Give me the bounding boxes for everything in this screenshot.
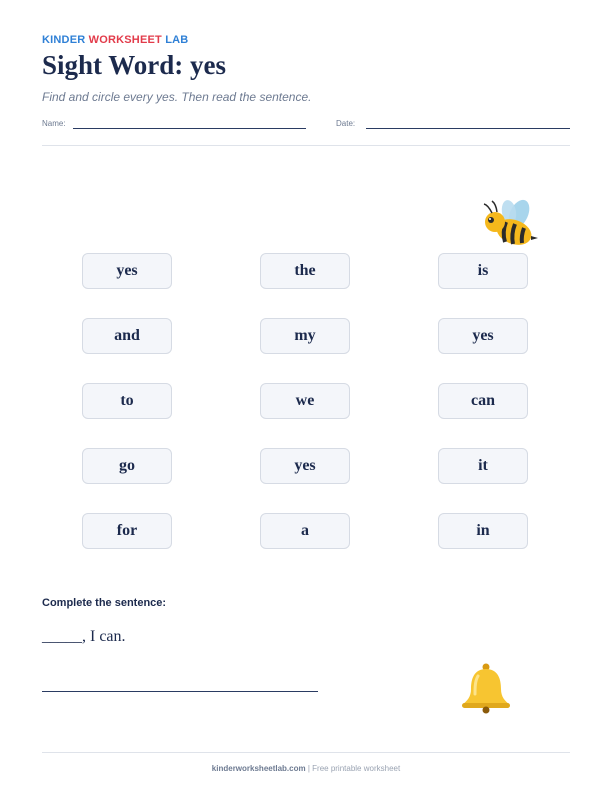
footer-tagline: Free printable worksheet: [312, 764, 401, 773]
word-tile[interactable]: my: [260, 318, 350, 354]
date-label: Date:: [336, 119, 356, 128]
date-field-line[interactable]: [366, 128, 570, 129]
brand-part-worksheet: WORKSHEET: [88, 34, 162, 46]
word-tile[interactable]: to: [82, 383, 172, 419]
word-tile[interactable]: a: [260, 513, 350, 549]
word-tile[interactable]: in: [438, 513, 528, 549]
bell-icon: [458, 662, 514, 714]
word-tile[interactable]: we: [260, 383, 350, 419]
word-tile[interactable]: and: [82, 318, 172, 354]
instructions: Find and circle every yes. Then read the sentence.: [42, 90, 312, 104]
footer-separator: |: [305, 764, 313, 773]
header-divider: [42, 145, 570, 146]
word-tile[interactable]: yes: [438, 318, 528, 354]
word-tile[interactable]: is: [438, 253, 528, 289]
word-tile[interactable]: the: [260, 253, 350, 289]
word-tile[interactable]: go: [82, 448, 172, 484]
footer-site: kinderworksheetlab.com: [211, 764, 306, 773]
complete-sentence-label: Complete the sentence:: [42, 597, 167, 609]
word-tile[interactable]: yes: [260, 448, 350, 484]
brand-logo-text: [42, 34, 188, 46]
brand-part-kinder: KINDER: [42, 34, 86, 46]
word-tile[interactable]: can: [438, 383, 528, 419]
practice-sentence: _____, I can.: [42, 628, 126, 645]
bee-icon: [478, 198, 540, 252]
footer-divider: [42, 752, 570, 753]
page-title: Sight Word: yes: [42, 50, 227, 80]
footer: [0, 764, 612, 773]
name-label: Name:: [42, 119, 66, 128]
word-tile[interactable]: yes: [82, 253, 172, 289]
brand-part-lab: LAB: [165, 34, 189, 46]
name-field-line[interactable]: [73, 128, 306, 129]
word-tile[interactable]: for: [82, 513, 172, 549]
writing-line[interactable]: [42, 691, 318, 692]
word-tile[interactable]: it: [438, 448, 528, 484]
